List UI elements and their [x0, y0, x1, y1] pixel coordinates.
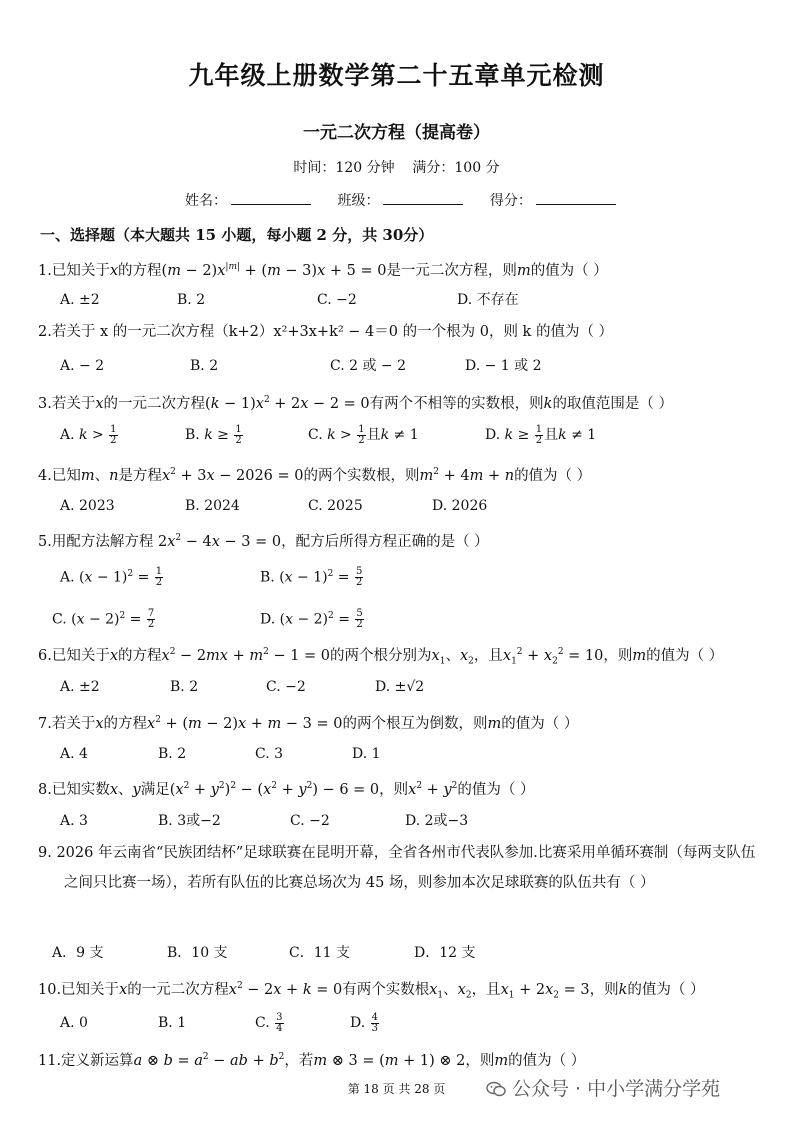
option-b[interactable]: B. 2: [170, 679, 199, 695]
option-a[interactable]: A．9 支: [52, 945, 104, 961]
time-info: 时间：120 分钟 满分：100 分: [293, 160, 500, 176]
score-blank[interactable]: [536, 190, 616, 205]
option-c[interactable]: C. −2: [266, 679, 306, 695]
section-title: 一、选择题（本大题共 15 小题，每小题 2 分，共 30分）: [40, 226, 434, 244]
question-4: 4.已知m、n是方程$x^2 + 3x - 2026 = 0$的两个实数根，则$m^2 + 4m + n$的值为（ ）: [38, 467, 592, 484]
document-title: 九年级上册数学第二十五章单元检测: [188, 61, 605, 90]
option-d[interactable]: D. 不存在: [457, 292, 519, 308]
option-a[interactable]: A. 2023: [60, 498, 115, 514]
option-c[interactable]: C. 2 或 − 2: [330, 358, 407, 374]
name-blank[interactable]: [231, 190, 311, 205]
score-label: 得分：: [489, 193, 532, 209]
question-5: 5.用配方法解方程 $2x^2 - 4x - 3 = 0$，配方后所得方程正确的是（ ）: [38, 533, 489, 550]
question-11: 11.定义新运算a ⊗ $b = a^2$ − ab + $b^2$，若m ⊗ 3 = (m + 1) ⊗ 2，则m的值为（ ）: [38, 1052, 586, 1069]
option-d[interactable]: D. 2026: [432, 498, 488, 514]
question-1: 1.已知关于x的方程$(m - 2)x^{|m|} + (m - 3)x + 5 = 0$是一元二次方程，则m的值为（ ）: [38, 262, 608, 279]
option-b[interactable]: B. 2: [190, 358, 219, 374]
option-c[interactable]: C. −2: [317, 292, 357, 308]
document-subtitle: 一元二次方程（提高卷）: [303, 123, 490, 143]
option-a[interactable]: A. − 2: [60, 358, 105, 374]
option-a[interactable]: A. 4: [60, 746, 88, 762]
class-blank[interactable]: [383, 190, 463, 205]
option-a[interactable]: A. 0: [60, 1015, 88, 1031]
option-d[interactable]: D. $(x - 2)^2$ = $\frac{5}{2}$: [260, 608, 363, 631]
option-a[interactable]: A. $(x - 1)^2$ = $\frac{1}{2}$: [60, 566, 163, 589]
option-d[interactable]: D. 1: [352, 746, 381, 762]
option-d[interactable]: D. ±√2: [375, 679, 425, 695]
question-2: 2.若关于 x 的一元二次方程（k+2）x²+3x+k² − 4＝0 的一个根为 0，则 k 的值为（ ）: [38, 324, 614, 340]
wechat-icon: [486, 1081, 506, 1097]
option-c[interactable]: C. 3: [255, 746, 284, 762]
question-10: 10.已知关于x的一元二次方程$x^2 - 2x + k = 0$有两个实数根$x_1$、$x_2$，且$x_1 + 2x_2 = 3$，则k的值为（ ）: [38, 981, 705, 1001]
option-b[interactable]: B. 1: [158, 1015, 187, 1031]
question-8: 8.已知实数x、y满足$(x^2 + y^2)^2 - (x^2 + y^2) - 6 = 0$，则$x^2 + y^2$的值为（ ）: [38, 781, 535, 798]
option-b[interactable]: B. 2: [177, 292, 206, 308]
watermark: [482, 1074, 724, 1101]
option-b[interactable]: B. 3或−2: [158, 813, 221, 829]
question-9: 9. 2026 年云南省“民族团结杯”足球联赛在昆明开幕，全省各州市代表队参加.比赛采用单循环赛制（每两支队伍之间只比赛一场），若所有队伍的比赛总场次为 45 场，则参加本次足球联赛的队伍共有（ ）: [38, 845, 756, 891]
option-a[interactable]: A. k > $\frac{1}{2}$: [60, 423, 117, 446]
option-c[interactable]: C．11 支: [289, 945, 350, 961]
class-label: 班级：: [337, 193, 380, 209]
student-info-line: [185, 190, 638, 210]
question-6: 6.已知关于x的方程$x^2 - 2mx + m^2 - 1 = 0$的两个根分别为$x_1$、$x_2$，且$x_1^2 + x_2^2 = 10$，则m的值为（ ）: [38, 647, 724, 667]
option-d[interactable]: D．12 支: [414, 945, 476, 961]
option-b[interactable]: B. 2024: [185, 498, 240, 514]
option-d[interactable]: D. $\frac{4}{3}$: [350, 1011, 379, 1034]
page-footer: 第 18 页 共 28 页: [347, 1082, 446, 1096]
option-d[interactable]: D. k ≥ $\frac{1}{2}$ 且k ≠ 1: [485, 423, 597, 446]
option-c[interactable]: C. $(x - 2)^2$ = $\frac{7}{2}$: [52, 608, 155, 631]
option-b[interactable]: B．10 支: [167, 945, 228, 961]
watermark-text: 公众号 · 中小学满分学苑: [512, 1078, 721, 1100]
option-d[interactable]: D. − 1 或 2: [465, 358, 542, 374]
option-b[interactable]: B. 2: [158, 746, 187, 762]
option-a[interactable]: A. ±2: [60, 679, 100, 695]
name-label: 姓名：: [185, 193, 227, 209]
option-c[interactable]: C. 2025: [308, 498, 363, 514]
option-c[interactable]: C. −2: [290, 813, 330, 829]
option-c[interactable]: C. k > $\frac{1}{2}$ 且k ≠ 1: [308, 423, 419, 446]
question-3: 3.若关于x的一元二次方程$(k - 1)x^2 + 2x - 2 = 0$有两个不相等的实数根，则k的取值范围是（ ）: [38, 395, 674, 412]
option-b[interactable]: B. k ≥ $\frac{1}{2}$: [185, 423, 242, 446]
option-c[interactable]: C. $\frac{3}{4}$: [255, 1011, 283, 1034]
option-a[interactable]: A. ±2: [60, 292, 100, 308]
option-a[interactable]: A. 3: [60, 813, 88, 829]
option-d[interactable]: D. 2或−3: [405, 813, 469, 829]
question-7: 7.若关于x的方程$x^2 + (m - 2)x + m - 3 = 0$的两个根互为倒数，则m的值为（ ）: [38, 715, 579, 732]
option-b[interactable]: B. $(x - 1)^2$ = $\frac{5}{2}$: [260, 566, 363, 589]
